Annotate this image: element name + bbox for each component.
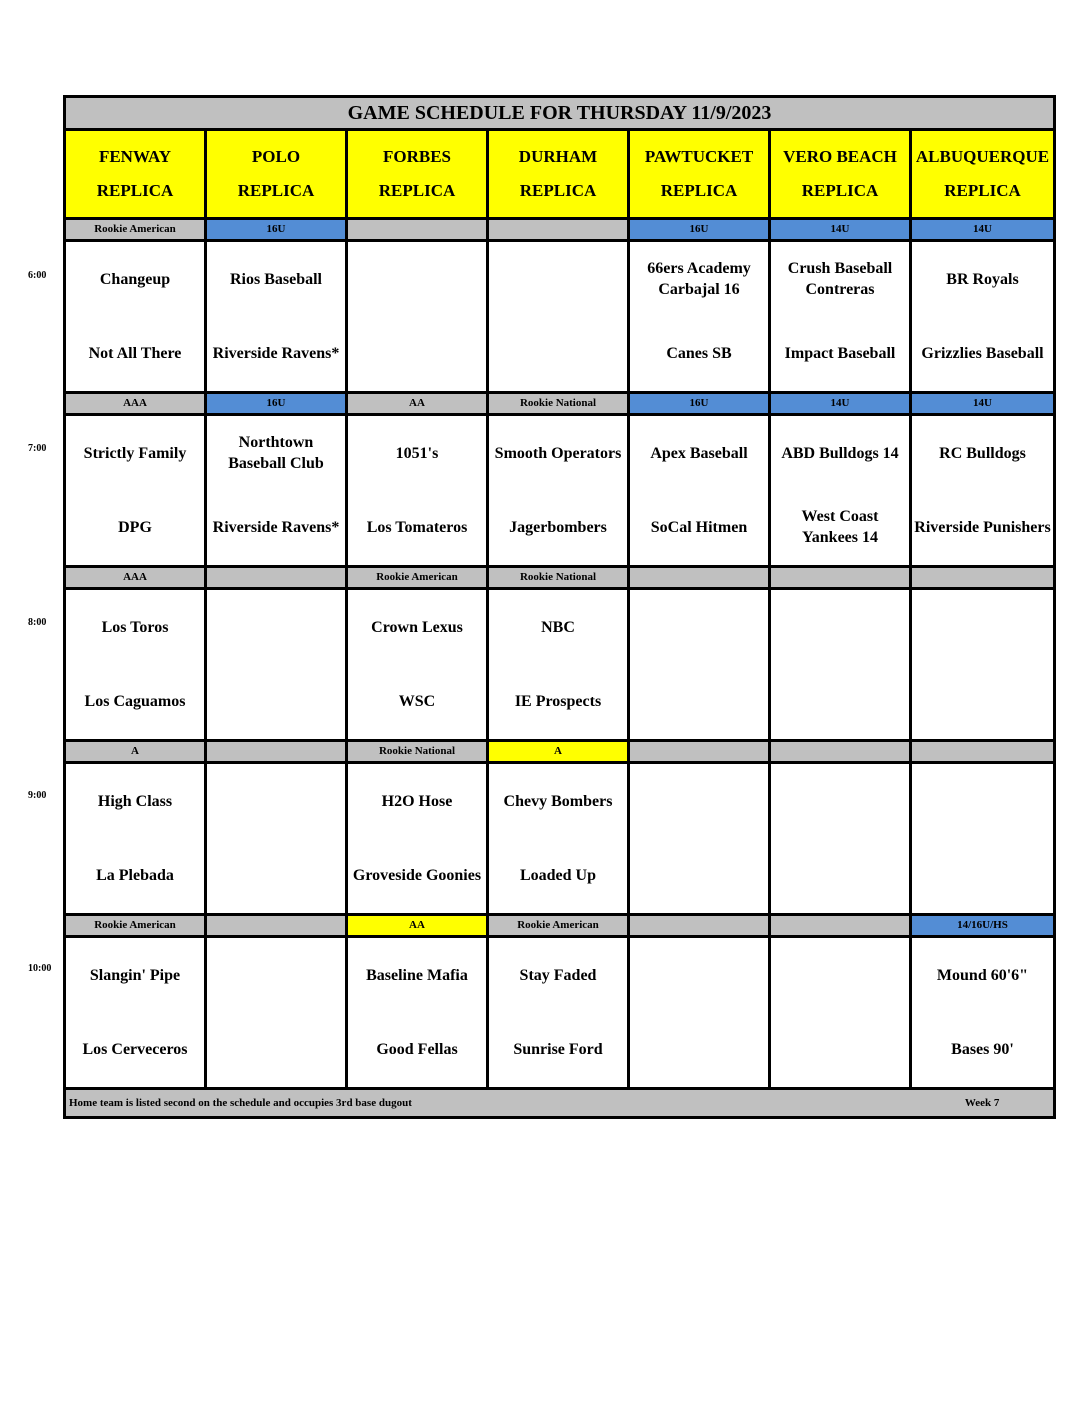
division-label: AAA [66,394,207,413]
field-header-polo [207,131,348,217]
time-slots [66,217,1053,1087]
game-cell [66,938,207,1087]
division-label: Rookie National [489,568,630,587]
field-subtitle: REPLICA [801,181,879,200]
away-team: Northtown Baseball Club [228,434,324,472]
division-row [66,565,1053,590]
division-label: Rookie American [66,220,207,239]
division-label [912,568,1053,587]
division-label: 14U [771,220,912,239]
home-team: Riverside Ravens* [212,518,340,536]
footer-week: Week 7 [964,1097,1000,1109]
home-team [207,664,345,738]
field-subtitle: REPLICA [944,181,1021,200]
time-label: 10:00 [28,963,52,974]
division-label: Rookie American [489,916,630,935]
game-row [66,764,1053,913]
away-team: Apex Baseball [650,444,748,462]
field-name: POLO [251,147,301,166]
field-subtitle: REPLICA [519,181,597,200]
home-team: Bases 90' [951,1040,1014,1058]
field-header-albuquerque [912,131,1053,217]
home-team [912,838,1053,912]
home-team: La Plebada [96,866,174,884]
away-team [630,590,768,664]
division-label: 16U [630,220,771,239]
away-team [912,764,1053,838]
away-team: Changeup [99,270,171,288]
home-team: Not All There [88,344,182,362]
home-team: West Coast Yankees 14 [801,508,879,546]
home-team: Los Tomateros [366,518,468,536]
game-cell [66,242,207,391]
away-team [771,938,909,1012]
division-label: 14U [912,220,1053,239]
time-slot [66,565,1053,739]
division-label: A [66,742,207,761]
time-slot [66,391,1053,565]
time-label: 6:00 [28,270,47,281]
away-team: Smooth Operators [494,444,622,462]
home-team: Riverside Punishers [914,518,1051,536]
away-team: Stay Faded [519,966,597,984]
division-label: 14/16U/HS [912,916,1053,935]
time-slot [66,739,1053,913]
division-label: Rookie American [348,568,489,587]
division-label: Rookie National [489,394,630,413]
game-cell [771,242,912,391]
away-team [348,242,486,316]
away-team: H2O Hose [381,792,453,810]
game-cell [348,416,489,565]
away-team [207,590,345,664]
game-cell [348,938,489,1087]
home-team [348,316,486,390]
division-label: Rookie National [348,742,489,761]
division-label [207,916,348,935]
home-team: Los Caguamos [84,692,186,710]
game-cell [912,938,1053,1087]
division-label: 14U [912,394,1053,413]
game-cell [630,242,771,391]
away-team [630,764,768,838]
game-cell [207,938,348,1087]
home-team: Los Cerveceros [82,1040,188,1058]
schedule-title: GAME SCHEDULE FOR THURSDAY 11/9/2023 [66,98,1053,131]
away-team: BR Royals [946,270,1019,288]
game-cell [771,764,912,913]
home-team [771,838,909,912]
division-row [66,391,1053,416]
game-cell [348,590,489,739]
division-label: 16U [207,394,348,413]
home-team [630,838,768,912]
away-team: High Class [97,792,173,810]
away-team [771,590,909,664]
game-cell [348,764,489,913]
game-cell [66,590,207,739]
footer-note: Home team is listed second on the schedule and occupies 3rd base dugout [69,1097,412,1109]
away-team: 1051's [395,444,439,462]
division-label [771,568,912,587]
field-subtitle: REPLICA [96,181,174,200]
away-team: Crush Baseball Contreras [787,260,893,298]
home-team: Loaded Up [519,866,597,884]
game-cell [489,416,630,565]
game-cell [771,590,912,739]
home-team: DPG [118,518,152,536]
division-label [489,220,630,239]
division-label [912,742,1053,761]
away-team [207,938,345,1012]
game-cell [207,242,348,391]
field-subtitle: REPLICA [660,181,738,200]
game-cell [771,416,912,565]
field-subtitle: REPLICA [237,181,315,200]
game-cell [66,416,207,565]
field-name: VERO BEACH [783,147,897,166]
field-header-fenway [66,131,207,217]
division-row [66,913,1053,938]
game-cell [630,938,771,1087]
field-header-row [66,131,1053,217]
away-team: ABD Bulldogs 14 [781,444,899,462]
home-team [207,1012,345,1086]
away-team: Rios Baseball [229,270,322,288]
field-header-forbes [348,131,489,217]
game-cell [348,242,489,391]
field-header-pawtucket [630,131,771,217]
game-cell [489,938,630,1087]
game-row [66,416,1053,565]
away-team: Baseline Mafia [366,966,468,984]
game-cell [630,764,771,913]
division-label: Rookie American [66,916,207,935]
game-cell [66,764,207,913]
field-name: DURHAM [518,147,598,166]
away-team [489,242,627,316]
away-team [912,590,1053,664]
away-team: Strictly Family [83,444,187,462]
game-cell [489,590,630,739]
game-cell [489,764,630,913]
division-label [771,742,912,761]
division-label: 16U [207,220,348,239]
game-cell [912,416,1053,565]
game-cell [912,764,1053,913]
home-team [771,1012,909,1086]
away-team [630,938,768,1012]
home-team [771,664,909,738]
field-name: FENWAY [98,147,172,166]
home-team: Good Fellas [376,1040,458,1058]
home-team: Grizzlies Baseball [921,344,1044,362]
division-label: A [489,742,630,761]
home-team [207,838,345,912]
game-cell [630,416,771,565]
away-team: Crown Lexus [371,618,463,636]
away-team: Mound 60'6" [936,966,1029,984]
home-team: Impact Baseball [784,344,896,362]
home-team [912,664,1053,738]
division-row [66,739,1053,764]
game-row [66,938,1053,1087]
home-team: Riverside Ravens* [212,344,340,362]
home-team [630,1012,768,1086]
away-team [207,764,345,838]
game-cell [771,938,912,1087]
home-team: Jagerbombers [509,518,607,536]
division-label [207,568,348,587]
home-team [630,664,768,738]
home-team [489,316,627,390]
division-label: 14U [771,394,912,413]
away-team: Slangin' Pipe [89,966,181,984]
game-row [66,590,1053,739]
time-label: 7:00 [28,443,47,454]
game-cell [207,590,348,739]
division-label [630,742,771,761]
time-label: 9:00 [28,790,47,801]
time-label: 8:00 [28,617,47,628]
home-team: SoCal Hitmen [650,518,748,536]
home-team: Sunrise Ford [513,1040,603,1058]
field-header-durham [489,131,630,217]
game-cell [912,242,1053,391]
field-name: ALBUQUERQUE [915,147,1050,166]
time-slot [66,217,1053,391]
division-label [630,568,771,587]
home-team: IE Prospects [514,692,602,710]
field-name: PAWTUCKET [644,147,754,166]
game-cell [630,590,771,739]
field-name: FORBES [382,147,452,166]
away-team: 66ers Academy Carbajal 16 [647,260,751,298]
division-label: 16U [630,394,771,413]
division-row [66,217,1053,242]
division-label: AAA [66,568,207,587]
home-team: Groveside Goonies [352,866,482,884]
away-team [771,764,909,838]
division-label: AA [348,916,489,935]
game-row [66,242,1053,391]
away-team: Chevy Bombers [503,792,613,810]
away-team: NBC [541,618,575,636]
game-cell [207,416,348,565]
away-team: Los Toros [101,618,169,636]
home-team: Canes SB [666,344,732,362]
division-label: AA [348,394,489,413]
field-subtitle: REPLICA [378,181,456,200]
game-cell [207,764,348,913]
home-team: WSC [398,692,436,710]
time-slot [66,913,1053,1087]
away-team: RC Bulldogs [939,444,1026,462]
schedule-sheet [63,95,1056,1119]
division-label [207,742,348,761]
division-label [348,220,489,239]
field-header-vero-beach [771,131,912,217]
division-label [771,916,912,935]
schedule-footer [66,1087,1053,1116]
division-label [630,916,771,935]
game-cell [489,242,630,391]
game-cell [912,590,1053,739]
